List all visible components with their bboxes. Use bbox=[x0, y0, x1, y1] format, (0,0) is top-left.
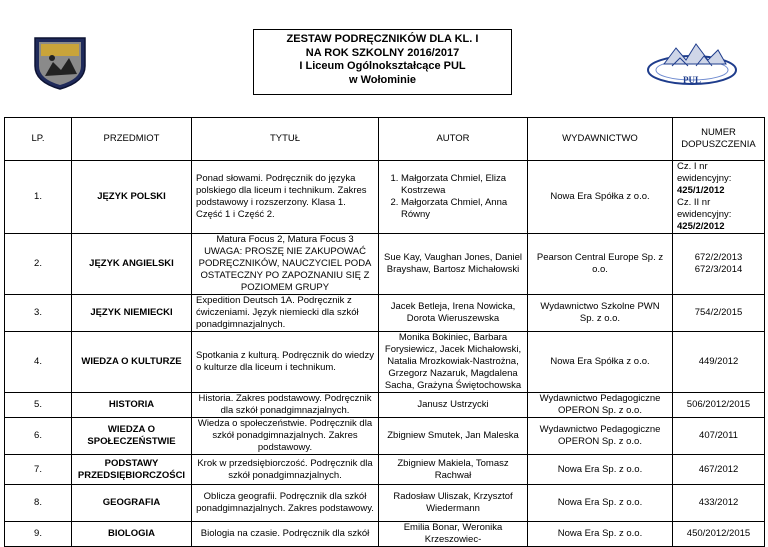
row-publisher: Nowa Era Sp. z o.o. bbox=[528, 455, 673, 485]
number-line: 425/1/2012 bbox=[677, 185, 725, 196]
row-publisher: Nowa Era Spółka z o.o. bbox=[528, 332, 673, 393]
row-subject: WIEDZA O KULTURZE bbox=[72, 332, 192, 393]
title-line-3: I Liceum Ogólnokształcące PUL bbox=[299, 60, 466, 72]
table-row bbox=[5, 332, 765, 393]
row-subject: BIOLOGIA bbox=[72, 522, 192, 547]
row-publisher: Wydawnictwo Pedagogiczne OPERON Sp. z o.o. bbox=[528, 393, 673, 418]
table-row bbox=[5, 295, 765, 332]
row-lp: 4. bbox=[5, 332, 72, 393]
row-lp: 5. bbox=[5, 393, 72, 418]
row-publisher: Nowa Era Sp. z o.o. bbox=[528, 522, 673, 547]
header-publisher: WYDAWNICTWO bbox=[528, 118, 673, 161]
table-row bbox=[5, 418, 765, 455]
row-author: Zbigniew Smutek, Jan Maleska bbox=[379, 418, 528, 455]
row-author: Monika Bokiniec, Barbara Forysiewicz, Jacek Michałowski, Natalia Mrozkowiak-Nastrożna, Grzegorz Nazaruk, Magdalena Sacha, Grażyna Świętochowska bbox=[379, 332, 528, 393]
header-subject: PRZEDMIOT bbox=[72, 118, 192, 161]
row-title: Expedition Deutsch 1A. Podręcznik z ćwiczeniami. Język niemiecki dla szkół ponadgimnazjalnych. bbox=[192, 295, 379, 332]
table-row bbox=[5, 161, 765, 234]
row-title: Ponad słowami. Podręcznik do języka polskiego dla liceum i technikum. Zakres podstawowy i rozszerzony. Klasa 1. Część 1 i Część 2. bbox=[192, 161, 379, 234]
row-author: Zbigniew Makiela, Tomasz Rachwał bbox=[379, 455, 528, 485]
textbook-table bbox=[4, 117, 765, 547]
number-line: 672/3/2014 bbox=[694, 264, 743, 275]
author-item: 2. Małgorzata Chmiel, Anna Równy bbox=[401, 197, 523, 221]
row-title: Biologia na czasie. Podręcznik dla szkół bbox=[192, 522, 379, 547]
header-number: NUMER DOPUSZCZENIA bbox=[673, 118, 765, 161]
row-number: 467/2012 bbox=[673, 455, 765, 485]
row-subject: GEOGRAFIA bbox=[72, 485, 192, 522]
number-line: Cz. II nr ewidencyjny: bbox=[677, 197, 732, 220]
row-lp: 1. bbox=[5, 161, 72, 234]
table-row bbox=[5, 234, 765, 295]
row-number: 506/2012/2015 bbox=[673, 393, 765, 418]
title-line-4: w Wołominie bbox=[348, 73, 417, 86]
row-number: 433/2012 bbox=[673, 485, 765, 522]
row-number bbox=[673, 234, 765, 295]
school-crest-logo bbox=[31, 36, 89, 90]
header-title: TYTUŁ bbox=[192, 118, 379, 161]
row-title: Krok w przedsiębiorczość. Podręcznik dla szkół ponadgimnazjalnych. bbox=[192, 455, 379, 485]
row-subject: JĘZYK NIEMIECKI bbox=[72, 295, 192, 332]
row-lp: 9. bbox=[5, 522, 72, 547]
row-publisher: Nowa Era Sp. z o.o. bbox=[528, 485, 673, 522]
table-row bbox=[5, 485, 765, 522]
number-line: 672/2/2013 bbox=[694, 252, 743, 263]
row-author: Radosław Uliszak, Krzysztof Wiedermann bbox=[379, 485, 528, 522]
row-lp: 6. bbox=[5, 418, 72, 455]
row-title: Oblicza geografii. Podręcznik dla szkół ponadgimnazjalnych. Zakres podstawowy. bbox=[192, 485, 379, 522]
row-title: Historia. Zakres podstawowy. Podręcznik dla szkół ponadgimnazjalnych. bbox=[192, 393, 379, 418]
row-publisher: Wydawnictwo Szkolne PWN Sp. z o.o. bbox=[528, 295, 673, 332]
table-header-row bbox=[5, 118, 765, 161]
row-subject: WIEDZA O SPOŁECZEŃSTWIE bbox=[72, 418, 192, 455]
title-line-1: ZESTAW PODRĘCZNIKÓW DLA KL. I bbox=[286, 33, 479, 45]
row-author: Janusz Ustrzycki bbox=[379, 393, 528, 418]
author-item: 1. Małgorzata Chmiel, Eliza Kostrzewa bbox=[401, 173, 523, 197]
row-lp: 7. bbox=[5, 455, 72, 485]
number-line: Cz. I nr ewidencyjny: bbox=[677, 161, 732, 184]
row-publisher: Wydawnictwo Pedagogiczne OPERON Sp. z o.o. bbox=[528, 418, 673, 455]
table-row bbox=[5, 393, 765, 418]
row-title: Spotkania z kulturą. Podręcznik do wiedzy o kulturze dla liceum i technikum. bbox=[192, 332, 379, 393]
row-subject: PODSTAWY PRZEDSIĘBIORCZOŚCI bbox=[72, 455, 192, 485]
row-lp: 3. bbox=[5, 295, 72, 332]
header-author: AUTOR bbox=[379, 118, 528, 161]
table-row bbox=[5, 455, 765, 485]
row-publisher: Pearson Central Europe Sp. z o.o. bbox=[528, 234, 673, 295]
pul-logo bbox=[646, 40, 738, 88]
header-lp: LP. bbox=[5, 118, 72, 161]
row-number: 450/2012/2015 bbox=[673, 522, 765, 547]
row-subject: JĘZYK POLSKI bbox=[72, 161, 192, 234]
row-subject: JĘZYK ANGIELSKI bbox=[72, 234, 192, 295]
row-number: 407/2011 bbox=[673, 418, 765, 455]
row-author: Jacek Betleja, Irena Nowicka, Dorota Wieruszewska bbox=[379, 295, 528, 332]
document-title bbox=[253, 29, 512, 95]
author-list bbox=[383, 173, 523, 221]
row-lp: 2. bbox=[5, 234, 72, 295]
row-number: 449/2012 bbox=[673, 332, 765, 393]
row-lp: 8. bbox=[5, 485, 72, 522]
pul-logo-text: PUL bbox=[683, 75, 701, 85]
row-title: Matura Focus 2, Matura Focus 3 UWAGA: PROSZĘ NIE ZAKUPOWAĆ PODRĘCZNIKÓW, NAUCZYCIEL PODA OSTATECZNY PO ZAPOZNANIU SIĘ Z POZIOMEM GRUPY bbox=[192, 234, 379, 295]
title-line-2: NA ROK SZKOLNY 2016/2017 bbox=[305, 46, 460, 59]
row-subject: HISTORIA bbox=[72, 393, 192, 418]
row-author: Sue Kay, Vaughan Jones, Daniel Brayshaw, Bartosz Michałowski bbox=[379, 234, 528, 295]
row-number: 754/2/2015 bbox=[673, 295, 765, 332]
row-title: Wiedza o społeczeństwie. Podręcznik dla szkół ponadgimnazjalnych. Zakres podstawowy. bbox=[192, 418, 379, 455]
row-author bbox=[379, 161, 528, 234]
number-line: 425/2/2012 bbox=[677, 221, 725, 232]
row-number bbox=[673, 161, 765, 234]
row-publisher: Nowa Era Spółka z o.o. bbox=[528, 161, 673, 234]
row-author: Emilia Bonar, Weronika Krzeszowiec- bbox=[379, 522, 528, 547]
